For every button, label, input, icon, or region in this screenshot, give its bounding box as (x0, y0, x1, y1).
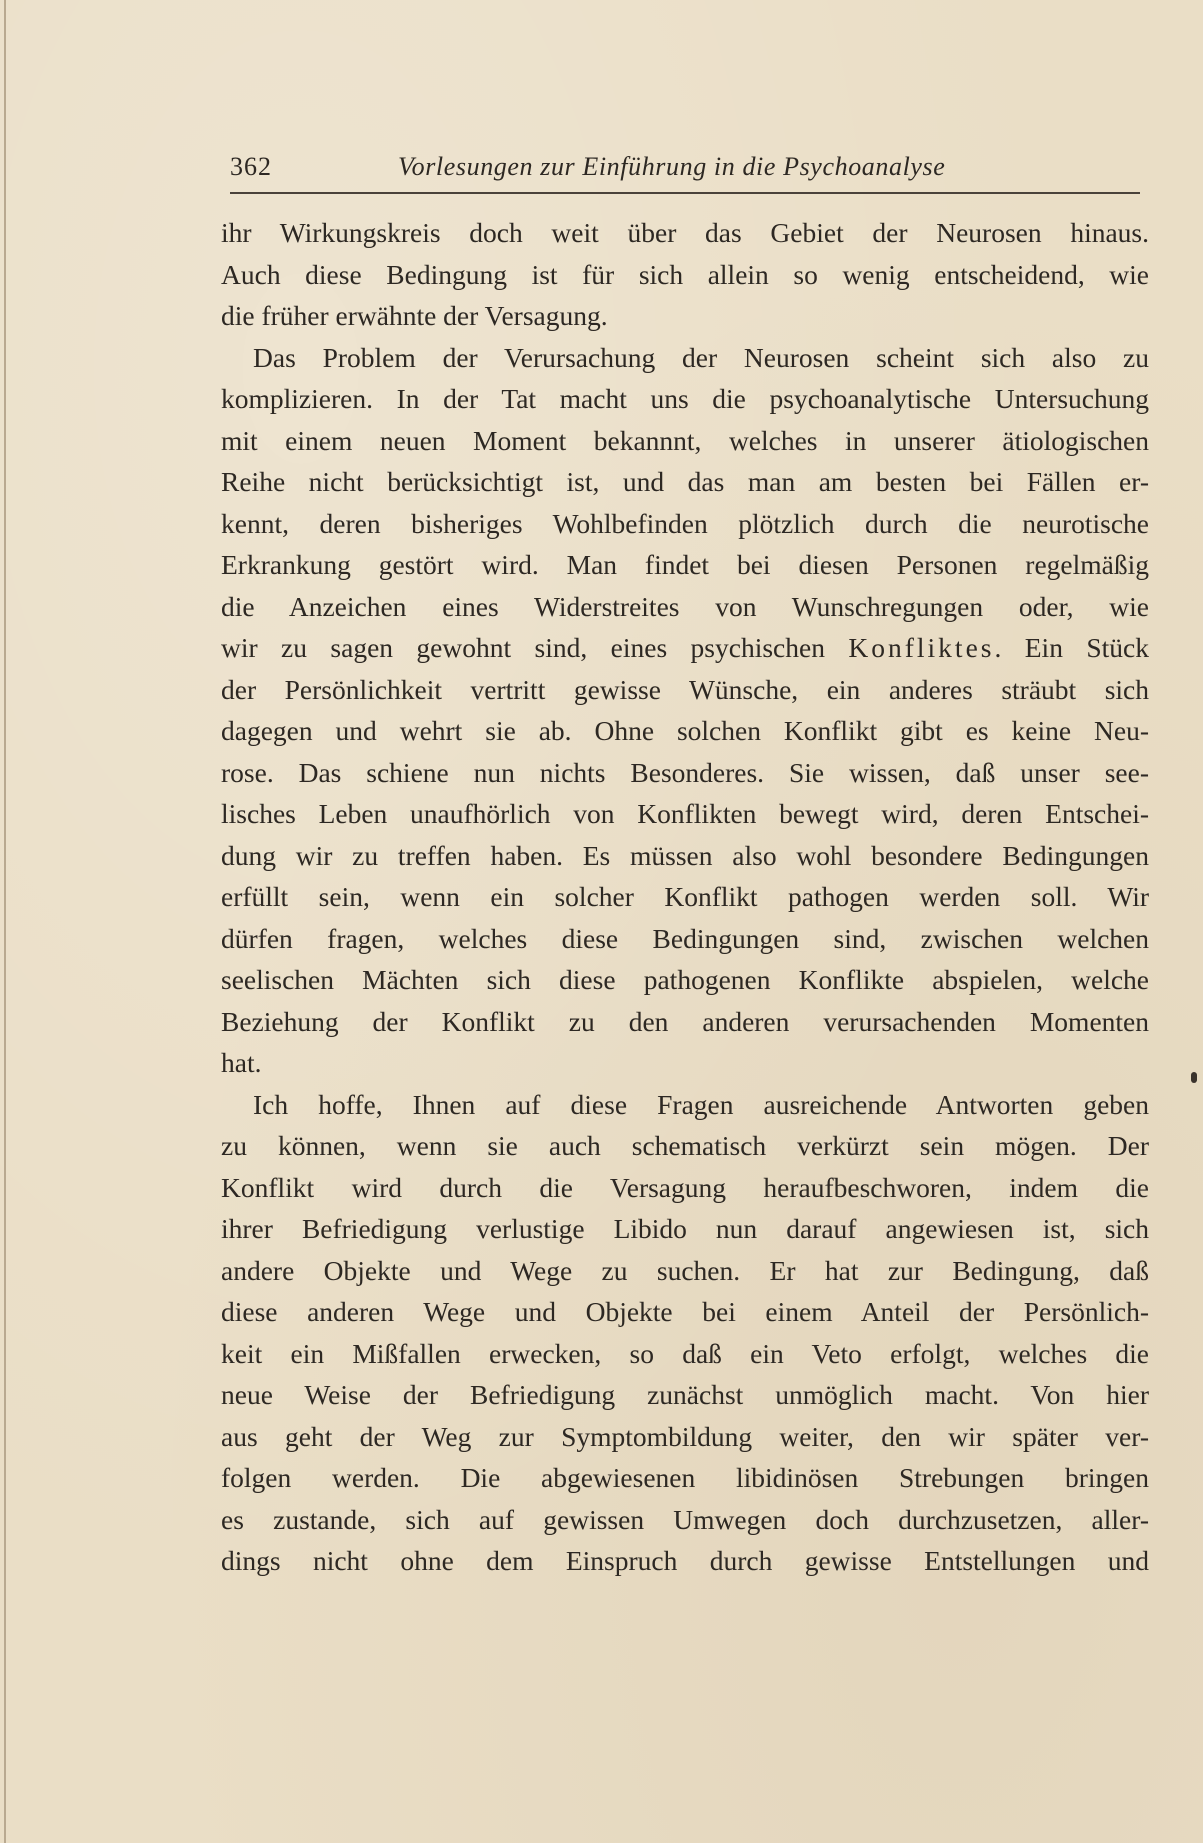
text-line: dung wir zu treffen haben. Es müssen also wohl besondere Bedingungen (221, 839, 1149, 871)
page-header (230, 150, 1135, 190)
text-line: Konflikt wird durch die Versagung heraufbeschworen, indem die (221, 1171, 1149, 1203)
text-line: ihr Wirkungskreis doch weit über das Gebiet der Neurosen hinaus. (221, 217, 1149, 248)
running-title: Vorlesungen zur Einführung in die Psychoanalyse (398, 152, 946, 181)
text-line: Auch diese Bedingung ist für sich allein so wenig entscheidend, wie (221, 258, 1149, 290)
text-line: kennt, deren bisheriges Wohlbefinden plötzlich durch die neurotische (221, 507, 1149, 539)
text-line (221, 627, 1149, 669)
text-line: Reihe nicht berücksichtigt ist, und das man am besten bei Fällen er- (221, 466, 1149, 497)
text-line-part: . Ein Stück (994, 632, 1149, 663)
margin-ink-mark (1191, 1072, 1197, 1083)
text-line: Ich hoffe, Ihnen auf diese Fragen ausreichende Antworten geben (253, 1088, 1149, 1120)
text-line: Beziehung der Konflikt zu den anderen verursachenden Momenten (221, 1005, 1149, 1037)
text-line: seelischen Mächten sich diese pathogenen Konflikte abspielen, welche (221, 964, 1149, 995)
spaced-emphasis-word: Konfliktes (848, 632, 995, 663)
text-line: Das Problem der Verursachung der Neurosen scheint sich also zu (253, 341, 1149, 373)
text-line: zu können, wenn sie auch schematisch verkürzt sein mögen. Der (221, 1130, 1149, 1161)
text-line: dings nicht ohne dem Einspruch durch gewisse Entstellungen und (221, 1545, 1149, 1576)
text-line: Erkrankung gestört wird. Man findet bei diesen Personen regelmäßig (221, 549, 1149, 580)
text-line: andere Objekte und Wege zu suchen. Er hat zur Bedingung, daß (221, 1254, 1149, 1286)
text-line: die Anzeichen eines Widerstreites von Wunschregungen oder, wie (221, 590, 1149, 622)
text-line: folgen werden. Die abgewiesenen libidinösen Strebungen bringen (221, 1462, 1149, 1493)
text-line: komplizieren. In der Tat macht uns die psychoanalytische Untersuchung (221, 383, 1149, 414)
text-line: rose. Das schiene nun nichts Besonderes. Sie wissen, daß unser see- (221, 756, 1149, 788)
text-line: die früher erwähnte der Versagung. (221, 300, 608, 331)
text-line: der Persönlichkeit vertritt gewisse Wünsche, ein anderes sträubt sich (221, 673, 1149, 705)
text-line: aus geht der Weg zur Symptombildung weiter, den wir später ver- (221, 1420, 1149, 1452)
text-line-part: wir zu sagen gewohnt sind, eines psychischen (221, 632, 849, 663)
text-line: dagegen und wehrt sie ab. Ohne solchen Konflikt gibt es keine Neu- (221, 715, 1149, 746)
page-number: 362 (230, 152, 272, 181)
page-binding-edge (4, 0, 6, 1843)
text-line: keit ein Mißfallen erwecken, so daß ein Veto erfolgt, welches die (221, 1337, 1149, 1369)
text-line: lisches Leben unaufhörlich von Konflikten bewegt wird, deren Entschei- (221, 798, 1149, 829)
text-line: erfüllt sein, wenn ein solcher Konflikt pathogen werden soll. Wir (221, 881, 1149, 912)
text-line: dürfen fragen, welches diese Bedingungen sind, zwischen welchen (221, 922, 1149, 954)
text-line: mit einem neuen Moment bekannnt, welches in unserer ätiologischen (221, 424, 1149, 456)
text-line: diese anderen Wege und Objekte bei einem Anteil der Persönlich- (221, 1296, 1149, 1327)
text-line: neue Weise der Befriedigung zunächst unmöglich macht. Von hier (221, 1379, 1149, 1410)
header-rule (230, 192, 1140, 194)
text-line: hat. (221, 1047, 262, 1078)
body-text (221, 212, 1149, 1582)
text-line: ihrer Befriedigung verlustige Libido nun darauf angewiesen ist, sich (221, 1213, 1149, 1244)
text-line: es zustande, sich auf gewissen Umwegen doch durchzusetzen, aller- (221, 1503, 1149, 1535)
